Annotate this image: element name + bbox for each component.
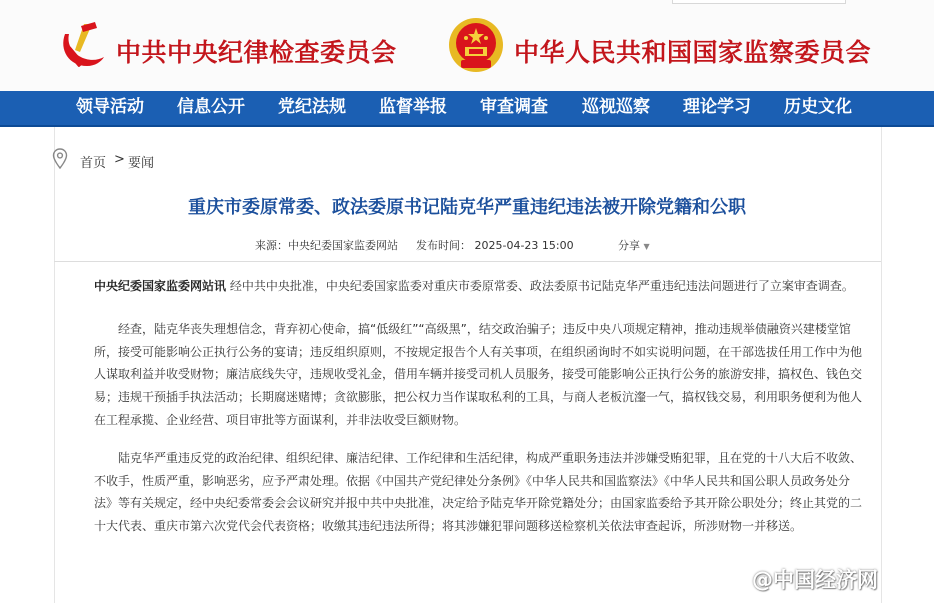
nav-item-info-disclosure[interactable]: 信息公开 bbox=[177, 97, 245, 117]
nav-item-leadership[interactable]: 领导活动 bbox=[76, 97, 144, 117]
main-nav bbox=[0, 91, 934, 125]
watermark: @中国经济网 bbox=[752, 568, 878, 592]
share-label: 分享 bbox=[618, 239, 640, 252]
nav-item-investigation[interactable]: 审查调查 bbox=[480, 97, 548, 117]
article-title: 重庆市委原常委、政法委原书记陆克华严重违纪违法被开除党籍和公职 bbox=[188, 197, 746, 218]
caret-down-icon: ▼ bbox=[643, 242, 650, 251]
article-source: 来源：中央纪委国家监委网站 bbox=[255, 239, 398, 252]
location-pin-icon bbox=[52, 148, 68, 170]
meta-divider bbox=[54, 261, 881, 262]
brand-nsc[interactable]: 中华人民共和国国家监察委员会 bbox=[514, 38, 872, 67]
search-box-edge[interactable] bbox=[672, 0, 846, 4]
article-paragraph-1: 经查，陆克华丧失理想信念，背弃初心使命，搞“低级红”“高级黑”，结交政治骗子；违反中央八项规定精神，推动违规举债融资兴建楼堂馆所，接受可能影响公正执行公务的宴请；违反组织原则，不按规定报告个人有关事项，在组织函询时不如实说明问题，在干部选拔任用工作中为他人谋取利益并收受财物；廉洁底线失守，违规收受礼金，借用车辆并接受司机人员服务，接受可能影响公正执行公务的旅游安排，搞权色、钱色交易；违规干预插手执法活动；长期腐迷赌博；贪欲膨胀，把公权力当作谋取私利的工具，与商人老板沆瀣一气，搞权钱交易，利用职务便利为他人在工程承揽、企业经营、项目审批等方面谋利，并非法收受巨额财物。 bbox=[94, 322, 863, 427]
nav-item-inspection[interactable]: 巡视巡察 bbox=[582, 97, 650, 117]
article-paragraph-2: 陆克华严重违反党的政治纪律、组织纪律、廉洁纪律、工作纪律和生活纪律，构成严重职务违法并涉嫌受贿犯罪，且在党的十八大后不收敛、不收手，性质严重，影响恶劣，应予严肃处理。依据《中国共产党纪律处分条例》《中华人民共和国监察法》《中华人民共和国公职人员政务处分法》等有关规定，经中央纪委常委会会议研究并报中共中央批准，决定给予陆克华开除党籍处分；由国家监委给予其开除公职处分；终止其党的二十大代表、重庆市第六次党代会代表资格；收缴其违纪违法所得；将其涉嫌犯罪问题移送检察机关依法审查起诉，所涉财物一并移送。 bbox=[94, 451, 863, 534]
national-emblem-icon bbox=[447, 16, 505, 74]
brand-ccdi[interactable]: 中共中央纪律检查委员会 bbox=[116, 38, 397, 67]
nav-item-report[interactable]: 监督举报 bbox=[379, 97, 447, 117]
nav-item-theory[interactable]: 理论学习 bbox=[683, 97, 751, 117]
lead-source: 中央纪委国家监委网站讯 bbox=[94, 279, 227, 293]
share-button[interactable] bbox=[618, 237, 650, 253]
breadcrumb-home[interactable]: 首页 bbox=[80, 156, 107, 171]
article-lead bbox=[94, 275, 864, 298]
breadcrumb-separator: > bbox=[114, 152, 125, 167]
nav-item-regulations[interactable]: 党纪法规 bbox=[278, 97, 346, 117]
nav-item-history[interactable]: 历史文化 bbox=[784, 97, 852, 117]
breadcrumb-current[interactable]: 要闻 bbox=[128, 156, 155, 171]
article-publish-time: 发布时间： 2025-04-23 15:00 bbox=[416, 239, 574, 252]
party-emblem-icon bbox=[57, 20, 107, 70]
lead-text: 经中共中央批准，中央纪委国家监委对重庆市委原常委、政法委原书记陆克华严重违纪违法问题进行了立案审查调查。 bbox=[226, 279, 854, 293]
